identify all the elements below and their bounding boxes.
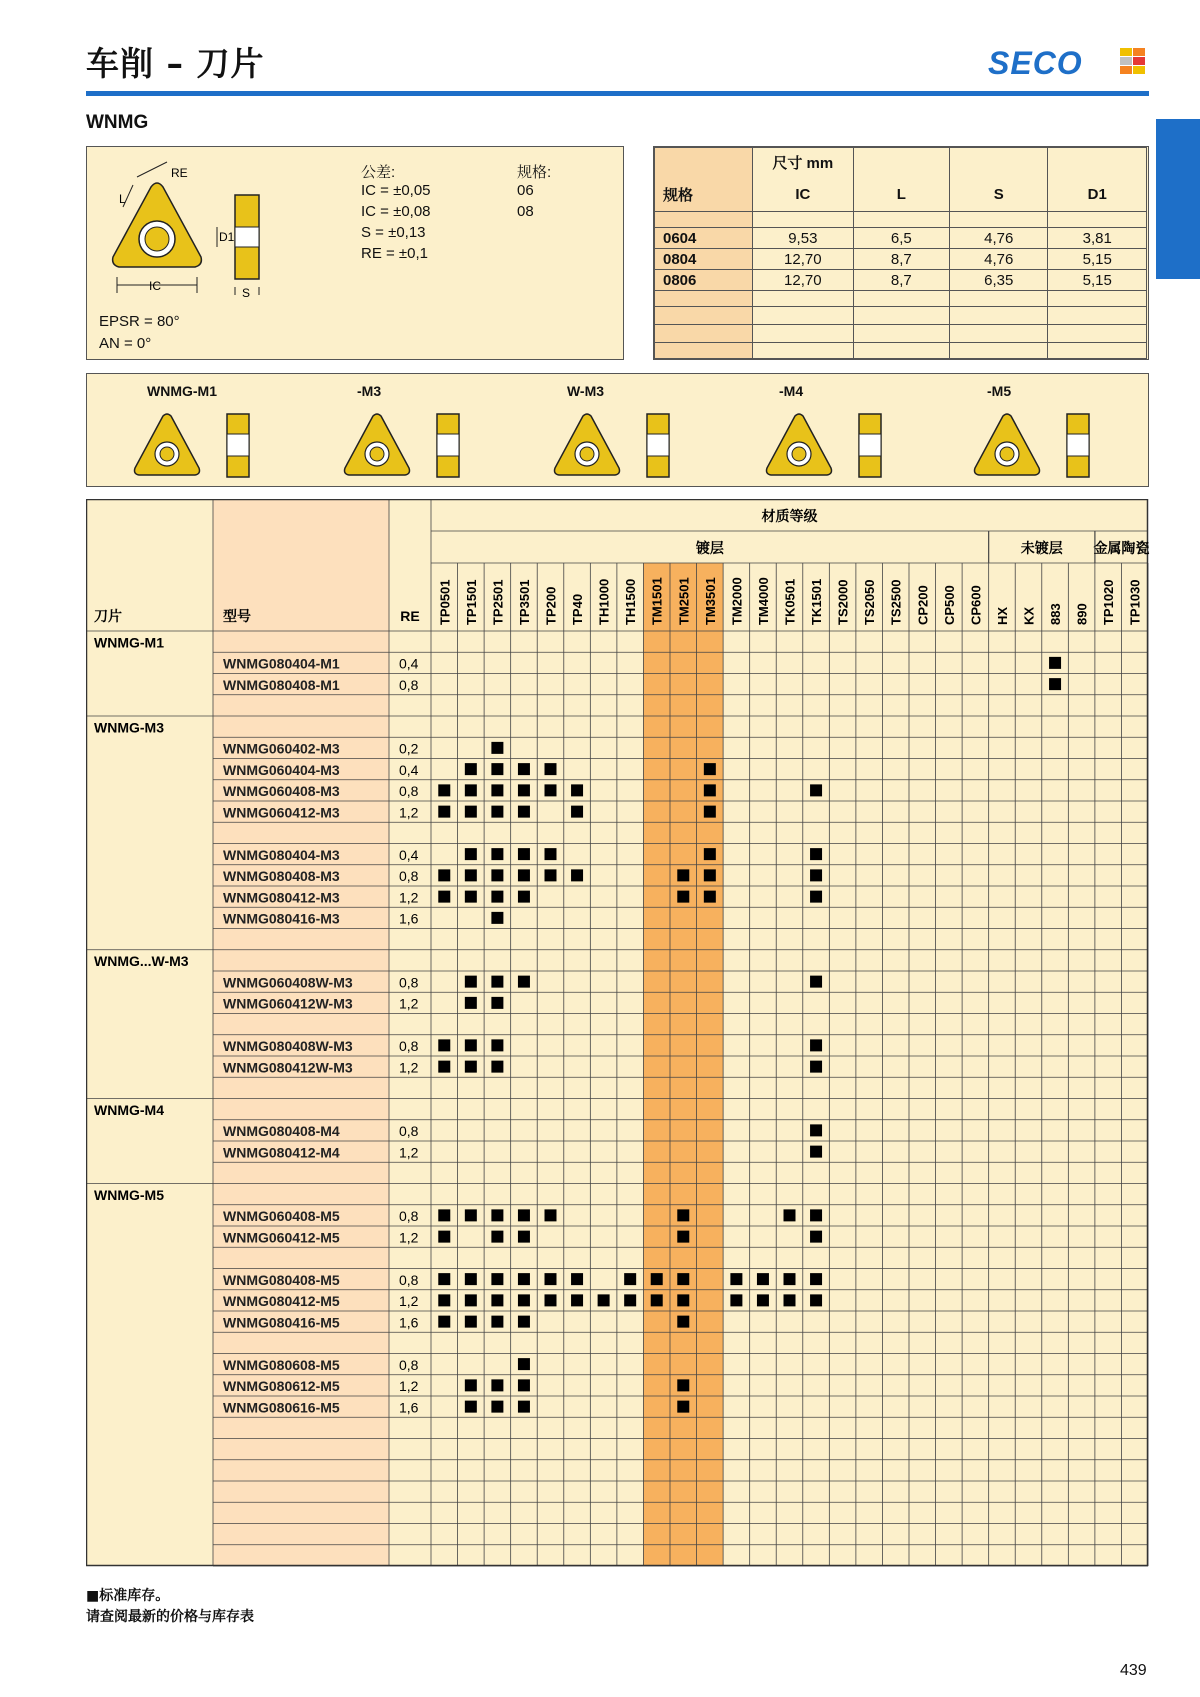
stock-mark bbox=[491, 1039, 503, 1051]
geometry-insert-icon bbox=[759, 412, 909, 487]
angle-epsr: EPSR = 80° bbox=[99, 313, 180, 330]
stock-mark bbox=[677, 1316, 689, 1328]
stock-mark bbox=[518, 848, 530, 860]
grade-table bbox=[86, 499, 1150, 1573]
grade-header: CP500 bbox=[941, 585, 957, 625]
geometry-label: -M3 bbox=[357, 383, 382, 399]
dim-cell-empty bbox=[655, 212, 753, 228]
highlight-column bbox=[643, 563, 670, 1566]
grade-header: TS2500 bbox=[888, 579, 904, 625]
dim-cell-empty bbox=[950, 212, 1048, 228]
stock-mark bbox=[438, 1231, 450, 1243]
dimension-table bbox=[654, 147, 1147, 359]
stock-mark bbox=[757, 1273, 769, 1285]
grade-header: TM4000 bbox=[755, 577, 771, 625]
re-value: 0,8 bbox=[399, 1356, 419, 1373]
stock-mark bbox=[491, 1401, 503, 1413]
stock-mark bbox=[677, 1294, 689, 1306]
model-number: WNMG060412-M3 bbox=[223, 804, 340, 821]
stock-mark bbox=[465, 1273, 477, 1285]
model-number: WNMG080408-M3 bbox=[223, 868, 340, 884]
model-number: WNMG060404-M3 bbox=[223, 761, 340, 778]
stock-mark bbox=[465, 1294, 477, 1306]
dim-cell-empty bbox=[753, 291, 854, 307]
stock-mark bbox=[784, 1209, 796, 1221]
geometry-label: -M5 bbox=[987, 383, 1012, 399]
stock-mark bbox=[465, 848, 477, 860]
stock-mark bbox=[810, 1124, 822, 1136]
stock-mark bbox=[518, 763, 530, 775]
uncoated-header: 未镀层 bbox=[1020, 540, 1063, 556]
model-number: WNMG080408-M5 bbox=[223, 1271, 340, 1288]
stock-mark bbox=[465, 784, 477, 796]
model-number: WNMG060402-M3 bbox=[223, 740, 340, 757]
tolerance-0: IC = ±0,05 bbox=[361, 182, 431, 199]
footnote-price: 请查阅最新的价格与库存表 bbox=[86, 1609, 254, 1625]
page-title: 车削 – 刀片 bbox=[86, 44, 265, 83]
stock-mark bbox=[518, 1316, 530, 1328]
dim-cell-empty bbox=[853, 307, 949, 325]
stock-mark bbox=[677, 891, 689, 903]
dim-cell: S bbox=[950, 178, 1048, 212]
size-0: 06 bbox=[517, 182, 534, 199]
re-col-header: RE bbox=[400, 608, 420, 624]
model-number: WNMG080612-M5 bbox=[223, 1378, 340, 1394]
stock-mark bbox=[438, 1294, 450, 1306]
spec-panel bbox=[86, 146, 624, 360]
dim-cell-empty bbox=[853, 212, 949, 228]
dim-cell: L bbox=[853, 178, 949, 212]
model-number: WNMG060412W-M3 bbox=[223, 995, 353, 1012]
grade-header: TK0501 bbox=[782, 578, 798, 625]
grade-header: TP1020 bbox=[1101, 579, 1117, 625]
dim-cell-empty bbox=[950, 307, 1048, 325]
dim-cell-empty bbox=[753, 325, 854, 343]
stock-mark bbox=[491, 1379, 503, 1391]
dim-cell: 5,15 bbox=[1048, 249, 1147, 270]
model-number: WNMG080416-M5 bbox=[223, 1314, 340, 1331]
stock-mark bbox=[677, 1401, 689, 1413]
stock-mark bbox=[491, 891, 503, 903]
stock-mark bbox=[545, 848, 557, 860]
model-number: WNMG080404-M3 bbox=[223, 846, 340, 863]
model-number: WNMG060408W-M3 bbox=[223, 974, 353, 991]
model-number: WNMG080608-M5 bbox=[223, 1356, 340, 1373]
tolerance-1: IC = ±0,08 bbox=[361, 203, 431, 220]
grade-header: TP40 bbox=[570, 593, 586, 625]
brand-wordmark: SECO bbox=[988, 45, 1083, 80]
dim-cell-empty bbox=[655, 325, 753, 343]
stock-mark bbox=[491, 784, 503, 796]
stock-mark bbox=[730, 1294, 742, 1306]
model-number: WNMG080412W-M3 bbox=[223, 1059, 353, 1076]
stock-mark bbox=[518, 1231, 530, 1243]
dim-cell: 0806 bbox=[655, 270, 753, 291]
grade-header: TH1000 bbox=[596, 578, 612, 625]
insert-group-label: WNMG-M4 bbox=[94, 1101, 164, 1118]
stock-mark bbox=[438, 869, 450, 881]
dim-cell: 0804 bbox=[655, 249, 753, 270]
dim-cell-empty bbox=[1048, 212, 1147, 228]
dim-cell-empty bbox=[853, 325, 949, 343]
stock-mark bbox=[465, 1316, 477, 1328]
seco-logo bbox=[988, 44, 1146, 80]
stock-mark bbox=[677, 869, 689, 881]
dim-cell-empty bbox=[1048, 291, 1147, 307]
stock-mark bbox=[491, 1061, 503, 1073]
grade-header: TP200 bbox=[543, 586, 559, 625]
re-value: 0,4 bbox=[399, 846, 419, 863]
cermet-header: 金属陶瓷 bbox=[1093, 540, 1150, 556]
tolerance-label: 公差: bbox=[361, 164, 396, 181]
grade-header: CP600 bbox=[968, 585, 984, 625]
svg-text:D1: D1 bbox=[219, 230, 235, 244]
tolerance-2: S = ±0,13 bbox=[361, 224, 426, 241]
stock-mark bbox=[730, 1273, 742, 1285]
model-number: WNMG060412-M5 bbox=[223, 1229, 340, 1246]
grade-group-header: 材质等级 bbox=[761, 508, 818, 524]
stock-mark bbox=[491, 997, 503, 1009]
stock-mark bbox=[465, 1401, 477, 1413]
stock-mark bbox=[491, 763, 503, 775]
re-value: 0,2 bbox=[399, 740, 419, 757]
model-number: WNMG080416-M3 bbox=[223, 910, 340, 927]
stock-mark bbox=[465, 1379, 477, 1391]
re-value: 1,2 bbox=[399, 1059, 419, 1076]
grade-header: TP0501 bbox=[437, 579, 453, 625]
stock-mark bbox=[518, 976, 530, 988]
stock-mark bbox=[784, 1294, 796, 1306]
dim-cell-empty bbox=[853, 148, 949, 178]
chapter-tab bbox=[1156, 119, 1200, 279]
stock-mark bbox=[438, 1273, 450, 1285]
size-label: 规格: bbox=[517, 164, 552, 181]
stock-mark bbox=[465, 976, 477, 988]
stock-mark bbox=[438, 1209, 450, 1221]
dim-cell: 6,35 bbox=[950, 270, 1048, 291]
stock-mark bbox=[545, 869, 557, 881]
grade-header: TP1030 bbox=[1127, 579, 1143, 625]
stock-mark bbox=[651, 1294, 663, 1306]
dim-cell-empty bbox=[753, 212, 854, 228]
re-value: 0,8 bbox=[399, 783, 419, 799]
stock-mark bbox=[810, 784, 822, 796]
re-value: 1,2 bbox=[399, 1293, 419, 1309]
model-col-header: 型号 bbox=[223, 608, 251, 624]
insert-group-label: WNMG-M5 bbox=[94, 1186, 164, 1203]
stock-mark bbox=[438, 891, 450, 903]
insert-group-label: WNMG-M1 bbox=[94, 634, 164, 651]
stock-mark bbox=[1049, 678, 1061, 690]
re-value: 1,6 bbox=[399, 1314, 419, 1331]
stock-mark bbox=[571, 869, 583, 881]
stock-mark bbox=[438, 1316, 450, 1328]
stock-mark bbox=[810, 1294, 822, 1306]
grade-header: TM1501 bbox=[649, 577, 665, 625]
stock-mark bbox=[518, 1401, 530, 1413]
stock-mark bbox=[810, 1039, 822, 1051]
svg-text:L: L bbox=[119, 192, 126, 206]
stock-mark bbox=[491, 976, 503, 988]
stock-mark bbox=[704, 869, 716, 881]
dim-cell-empty bbox=[1048, 343, 1147, 359]
stock-mark bbox=[491, 1273, 503, 1285]
geometry-label: -M4 bbox=[779, 383, 804, 399]
stock-mark bbox=[491, 806, 503, 818]
model-number: WNMG080412-M4 bbox=[223, 1144, 340, 1161]
grade-header: TM3501 bbox=[702, 577, 718, 625]
stock-mark bbox=[571, 784, 583, 796]
svg-text:S: S bbox=[242, 286, 251, 300]
stock-mark bbox=[677, 1273, 689, 1285]
re-value: 1,6 bbox=[399, 1399, 419, 1416]
dim-cell-empty bbox=[1048, 325, 1147, 343]
angle-an: AN = 0° bbox=[99, 335, 152, 352]
dim-cell-empty bbox=[753, 343, 854, 359]
stock-mark bbox=[491, 1294, 503, 1306]
stock-mark bbox=[465, 1039, 477, 1051]
dim-cell-empty bbox=[655, 291, 753, 307]
stock-mark bbox=[491, 912, 503, 924]
dim-cell-empty bbox=[950, 343, 1048, 359]
dim-cell: 12,70 bbox=[753, 270, 854, 291]
grade-header: TP3501 bbox=[516, 579, 532, 625]
model-number: WNMG080408-M4 bbox=[223, 1123, 340, 1139]
re-value: 1,2 bbox=[399, 889, 419, 906]
section-title: WNMG bbox=[86, 112, 149, 133]
dim-cell: 4,76 bbox=[950, 228, 1048, 249]
dim-cell-empty bbox=[950, 148, 1048, 178]
grade-header: TP1501 bbox=[463, 579, 479, 625]
grade-header: HX bbox=[994, 606, 1010, 625]
stock-mark bbox=[810, 1209, 822, 1221]
geometry-panel bbox=[86, 373, 1149, 487]
dim-cell: 4,76 bbox=[950, 249, 1048, 270]
stock-mark bbox=[465, 1061, 477, 1073]
dim-cell: 0604 bbox=[655, 228, 753, 249]
stock-mark bbox=[810, 1231, 822, 1243]
dim-cell-empty bbox=[655, 148, 753, 178]
stock-mark bbox=[624, 1273, 636, 1285]
dim-cell: 5,15 bbox=[1048, 270, 1147, 291]
re-value: 0,8 bbox=[399, 974, 419, 991]
insert-side-profile-icon bbox=[205, 191, 295, 301]
grade-header: TM2000 bbox=[729, 577, 745, 625]
stock-mark bbox=[545, 1209, 557, 1221]
stock-mark bbox=[545, 1294, 557, 1306]
grade-header: TS2050 bbox=[862, 579, 878, 625]
dim-cell: 12,70 bbox=[753, 249, 854, 270]
geometry-insert-icon bbox=[547, 412, 697, 487]
header-rule bbox=[86, 91, 1149, 96]
model-number: WNMG080408-M1 bbox=[223, 676, 340, 693]
stock-mark bbox=[518, 1358, 530, 1370]
stock-mark bbox=[438, 1039, 450, 1051]
dim-cell: 尺寸 mm bbox=[753, 148, 854, 178]
stock-mark bbox=[465, 763, 477, 775]
stock-mark bbox=[518, 869, 530, 881]
grade-header: KX bbox=[1021, 606, 1037, 625]
stock-mark bbox=[784, 1273, 796, 1285]
stock-mark bbox=[438, 1061, 450, 1073]
re-value: 0,8 bbox=[399, 1038, 419, 1054]
stock-mark bbox=[465, 806, 477, 818]
insert-group-label: WNMG...W-M3 bbox=[94, 953, 189, 969]
stock-mark bbox=[704, 891, 716, 903]
stock-mark bbox=[704, 784, 716, 796]
stock-mark bbox=[518, 1294, 530, 1306]
grade-header: 890 bbox=[1074, 603, 1090, 625]
stock-mark bbox=[704, 806, 716, 818]
stock-mark bbox=[677, 1209, 689, 1221]
re-value: 0,8 bbox=[399, 1208, 419, 1224]
highlight-column bbox=[670, 563, 697, 1566]
stock-mark bbox=[1049, 657, 1061, 669]
highlight-column bbox=[697, 563, 724, 1566]
stock-mark bbox=[465, 869, 477, 881]
re-value: 1,2 bbox=[399, 995, 419, 1012]
geometry-label: W-M3 bbox=[567, 383, 605, 399]
stock-mark bbox=[491, 742, 503, 754]
grade-header: TH1500 bbox=[623, 578, 639, 625]
model-number: WNMG080412-M3 bbox=[223, 889, 340, 906]
re-value: 0,4 bbox=[399, 655, 419, 672]
dim-cell: 9,53 bbox=[753, 228, 854, 249]
re-value: 0,4 bbox=[399, 761, 419, 778]
model-number: WNMG080404-M1 bbox=[223, 655, 340, 672]
model-number: WNMG080616-M5 bbox=[223, 1399, 340, 1416]
stock-mark bbox=[624, 1294, 636, 1306]
grade-header: 883 bbox=[1048, 603, 1064, 625]
stock-mark bbox=[491, 1231, 503, 1243]
stock-mark bbox=[545, 1273, 557, 1285]
stock-mark bbox=[810, 869, 822, 881]
stock-mark bbox=[438, 784, 450, 796]
stock-mark bbox=[518, 1209, 530, 1221]
svg-text:IC: IC bbox=[149, 279, 161, 293]
re-value: 0,8 bbox=[399, 676, 419, 693]
re-value: 0,8 bbox=[399, 1123, 419, 1139]
stock-mark bbox=[810, 976, 822, 988]
stock-mark bbox=[491, 1209, 503, 1221]
model-number: WNMG080412-M5 bbox=[223, 1293, 340, 1309]
stock-mark bbox=[571, 1294, 583, 1306]
model-number: WNMG060408-M5 bbox=[223, 1208, 340, 1224]
stock-mark bbox=[651, 1273, 663, 1285]
dim-cell-empty bbox=[1048, 148, 1147, 178]
stock-mark bbox=[545, 784, 557, 796]
tolerance-3: RE = ±0,1 bbox=[361, 245, 429, 262]
dim-cell-empty bbox=[1048, 307, 1147, 325]
stock-mark bbox=[704, 848, 716, 860]
dim-cell-empty bbox=[853, 291, 949, 307]
geometry-insert-icon bbox=[127, 412, 277, 487]
stock-mark bbox=[598, 1294, 610, 1306]
stock-mark bbox=[465, 997, 477, 1009]
stock-mark bbox=[518, 784, 530, 796]
dim-cell-empty bbox=[853, 343, 949, 359]
geometry-insert-icon bbox=[967, 412, 1117, 487]
stock-mark bbox=[571, 806, 583, 818]
stock-mark bbox=[438, 806, 450, 818]
stock-mark bbox=[465, 1209, 477, 1221]
dim-cell-empty bbox=[950, 325, 1048, 343]
dim-cell: 8,7 bbox=[853, 249, 949, 270]
coated-header: 镀层 bbox=[695, 540, 724, 556]
dim-cell-empty bbox=[655, 343, 753, 359]
re-value: 1,2 bbox=[399, 1144, 419, 1161]
stock-mark bbox=[545, 763, 557, 775]
stock-mark bbox=[677, 1231, 689, 1243]
grade-header: TP2501 bbox=[490, 579, 506, 625]
stock-mark bbox=[518, 1273, 530, 1285]
model-number: WNMG080408W-M3 bbox=[223, 1038, 353, 1054]
geometry-insert-icon bbox=[337, 412, 487, 487]
re-value: 1,2 bbox=[399, 804, 419, 821]
stock-mark bbox=[677, 1379, 689, 1391]
stock-mark bbox=[518, 1379, 530, 1391]
re-value: 1,2 bbox=[399, 1378, 419, 1394]
footnote-stock: ■标准库存。 bbox=[86, 1588, 170, 1604]
stock-mark bbox=[810, 1146, 822, 1158]
stock-mark bbox=[491, 869, 503, 881]
geometry-label: WNMG-M1 bbox=[147, 383, 217, 399]
model-number: WNMG060408-M3 bbox=[223, 783, 340, 799]
dim-cell: 规格 bbox=[655, 178, 753, 212]
re-value: 0,8 bbox=[399, 1271, 419, 1288]
dim-cell-empty bbox=[950, 291, 1048, 307]
stock-mark bbox=[757, 1294, 769, 1306]
insert-col-header: 刀片 bbox=[94, 608, 122, 624]
dim-cell-empty bbox=[753, 307, 854, 325]
stock-mark bbox=[810, 891, 822, 903]
stock-mark bbox=[518, 806, 530, 818]
grade-header: CP200 bbox=[915, 585, 931, 625]
stock-mark bbox=[810, 1061, 822, 1073]
stock-mark bbox=[810, 1273, 822, 1285]
dim-cell: 8,7 bbox=[853, 270, 949, 291]
stock-mark bbox=[704, 763, 716, 775]
dim-cell-empty bbox=[655, 307, 753, 325]
grade-header: TM2501 bbox=[676, 577, 692, 625]
stock-mark bbox=[491, 1316, 503, 1328]
re-value: 1,6 bbox=[399, 910, 419, 927]
size-1: 08 bbox=[517, 203, 534, 220]
dim-cell: 6,5 bbox=[853, 228, 949, 249]
stock-mark bbox=[465, 891, 477, 903]
re-value: 1,2 bbox=[399, 1229, 419, 1246]
page-number: 439 bbox=[1120, 1662, 1147, 1679]
stock-mark bbox=[810, 848, 822, 860]
stock-mark bbox=[491, 848, 503, 860]
svg-text:RE: RE bbox=[171, 166, 188, 180]
dim-cell: 3,81 bbox=[1048, 228, 1147, 249]
dim-cell: D1 bbox=[1048, 178, 1147, 212]
dimension-panel bbox=[653, 146, 1149, 360]
grade-header: TK1501 bbox=[809, 578, 825, 625]
re-value: 0,8 bbox=[399, 868, 419, 884]
insert-group-label: WNMG-M3 bbox=[94, 719, 164, 736]
grade-header: TS2000 bbox=[835, 579, 851, 625]
stock-mark bbox=[571, 1273, 583, 1285]
stock-mark bbox=[518, 891, 530, 903]
dim-cell: IC bbox=[753, 178, 854, 212]
